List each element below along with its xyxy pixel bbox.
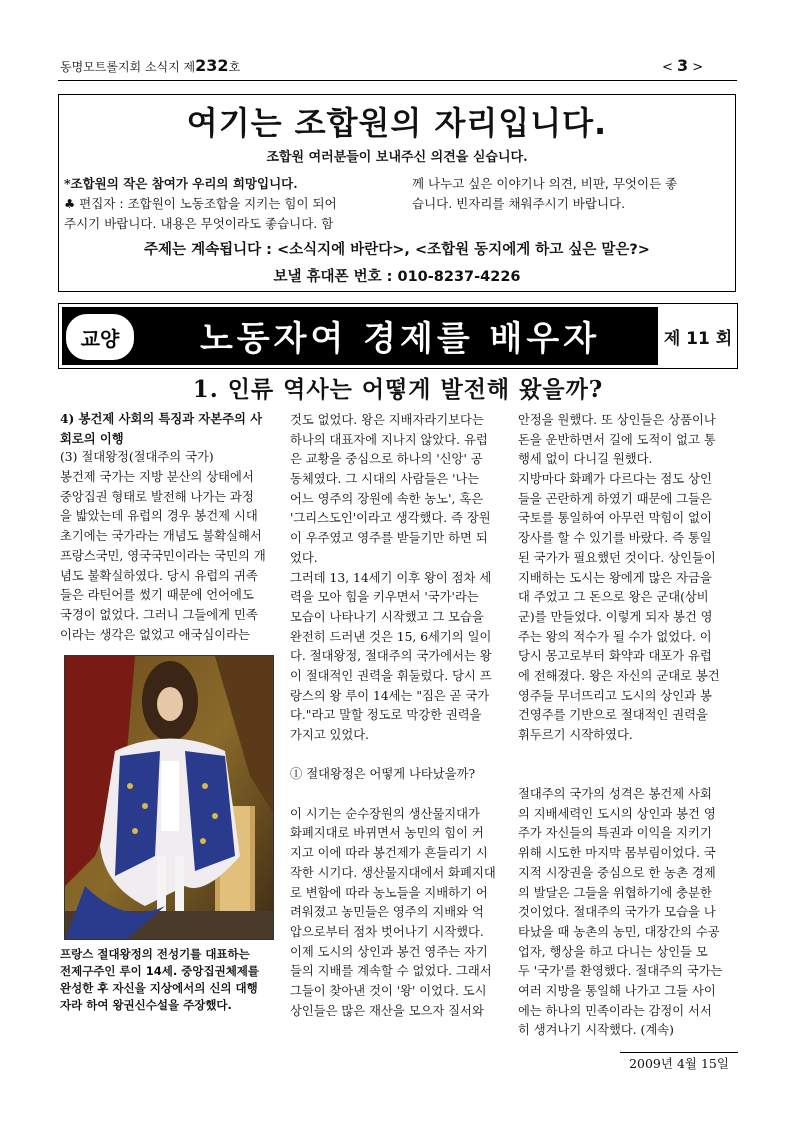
article-line: 들의 지배를 계속할 수 없었다. 그래서	[290, 964, 492, 979]
note-line: 께 나누고 싶은 이야기나 의견, 비판, 무엇이든 좋	[412, 176, 678, 191]
caption-line: 완성한 후 자신을 지상에서의 신의 대행	[60, 981, 258, 995]
article-line	[518, 746, 738, 766]
article-line: 히 생겨나기 시작했다. (계속)	[518, 1023, 674, 1038]
article-line: 다. 절대왕정, 절대주의 국가에서는 왕	[290, 649, 492, 664]
article-line: 화폐지대로 바뀌면서 농민의 힘이 커	[290, 826, 484, 841]
newsletter-title	[60, 56, 240, 75]
article-line: 건영주를 기반으로 절대적인 권력을	[518, 708, 708, 723]
article-line: '그리스도인'이라고 생각했다. 즉 장원	[290, 511, 491, 526]
article-line: 행세 없이 다니길 원했다.	[518, 452, 653, 467]
page-number-value: 3	[677, 56, 689, 75]
article-line: 념도 불확실하였다. 당시 유럽의 귀족	[60, 568, 258, 583]
article-line	[290, 785, 504, 805]
article-line: 이라는 생각은 없었고 애국심이라는	[60, 627, 250, 642]
page-number	[662, 56, 703, 75]
article-line: 의 발달은 그들을 위협하기에 충분한	[518, 885, 712, 900]
episode-label: 제 11 회	[663, 329, 733, 349]
note-line: *조합원의 작은 참여가 우리의 희망입니다.	[64, 176, 298, 191]
article-line: 두 '국가'를 환영했다. 절대주의 국가는	[518, 964, 723, 979]
caption-line: 프랑스 절대왕정의 전성기를 대표하는	[60, 947, 250, 961]
article-line: 랑스의 왕 루이 14세는 "짐은 곧 국가	[290, 688, 490, 703]
article-line: 로 변함에 따라 농노들을 지배하기 어	[290, 885, 488, 900]
series-title: 노동자여 경제를 배우자	[199, 319, 601, 359]
article-line: 지방마다 화폐가 다르다는 점도 상인	[518, 472, 712, 487]
page-suffix: >	[688, 60, 704, 75]
article-line: 었다.	[290, 550, 318, 565]
article-line: 들을 곤란하게 하였기 때문에 그들은	[518, 491, 712, 506]
publication-date: 2009년 4월 15일	[629, 1056, 729, 1071]
article-line: 국토를 통일하여 아무런 막힘이 없이	[518, 511, 712, 526]
member-box-subtitle: 조합원 여러분들이 보내주신 의견을 싣습니다.	[266, 150, 528, 165]
article-line: 완전히 드러낸 것은 15, 6세기의 일이	[290, 629, 492, 644]
caption-line: 자라 하여 왕권신수설을 주장했다.	[60, 998, 232, 1012]
article-line: 에는 하나의 민족이라는 감정이 서서	[518, 1003, 712, 1018]
article-line: 절대주의 국가의 성격은 봉건제 사회	[518, 787, 712, 802]
article-title: 1. 인류 역사는 어떻게 발전해 왔을까?	[192, 376, 604, 403]
article-line: 다."라고 말할 정도로 막강한 권력을	[290, 708, 482, 723]
article-line: 영주들 무너뜨리고 도시의 상인과 봉	[518, 688, 712, 703]
header-rule	[58, 80, 737, 81]
article-line: 안정을 원했다. 또 상인들은 상품이나	[518, 413, 716, 427]
article-line: 여러 지방을 통일해 나가고 그들 사이	[518, 983, 716, 998]
newsletter-name: 동명모트롤지회 소식지 제	[60, 60, 196, 74]
phone-line: 보낼 휴대폰 번호 : 010-8237-4226	[273, 269, 521, 285]
topic-line: 주제는 계속됩니다 : <소식지에 바란다>, <조합원 동지에게 하고 싶은 말은?>	[144, 242, 650, 258]
article-line: 것도 없었다. 왕은 지배자라기보다는	[290, 413, 484, 427]
article-line: 가지고 있었다.	[290, 728, 370, 742]
article-line: ① 절대왕정은 어떻게 나타났을까?	[290, 767, 476, 782]
article-line: 장사를 할 수 있기를 바랐다. 즉 통일	[518, 531, 712, 546]
article-line: 의 지배세력인 도시의 상인과 봉건 영	[518, 806, 716, 821]
article-line: 프랑스국민, 영국국민이라는 국민의 개	[60, 548, 266, 563]
article-line: 휘두르기 시작하였다.	[518, 728, 633, 742]
note-line: 습니다. 빈자리를 채워주시기 바랍니다.	[412, 196, 626, 211]
page-prefix: <	[662, 60, 678, 75]
article-line	[518, 765, 738, 785]
category-badge: 교양	[66, 314, 134, 360]
article-line: 압으로부터 점차 벗어나기 시작했다.	[290, 924, 484, 939]
article-line: 이 절대적인 권력을 휘둘렀다. 당시 프	[290, 668, 492, 683]
article-line: 작한 시기다. 생산물지대에서 화폐지대	[290, 865, 496, 880]
article-line: 지적 시장권을 중심으로 한 농촌 경제	[518, 865, 716, 880]
article-line: 것이었다. 절대주의 국가가 모습을 나	[518, 905, 716, 920]
article-line: 군)를 만들었다. 이렇게 되자 봉건 영	[518, 609, 713, 624]
member-box-title: 여기는 조합원의 자리입니다.	[186, 104, 608, 142]
article-line: 이제 도시의 상인과 봉건 영주는 자기	[290, 944, 488, 959]
article-line	[290, 746, 504, 766]
article-line: 중앙집권 형태로 발전해 나가는 과정	[60, 489, 254, 504]
article-line: 하나의 대표자에 지나지 않았다. 유럽	[290, 432, 488, 447]
article-line: 회로의 이행	[60, 430, 124, 446]
article-line: 은 교황을 중심으로 하나의 '신앙' 공	[290, 452, 483, 467]
article-line: 돈을 운반하면서 길에 도적이 없고 통	[518, 432, 716, 447]
article-line: 초기에는 국가라는 개념도 불확실해서	[60, 529, 262, 544]
article-line: 에 전해졌다. 왕은 자신의 군대로 봉건	[518, 668, 720, 683]
article-column-3	[518, 411, 738, 1041]
article-line: 지배하는 도시는 왕에게 많은 자금을	[518, 570, 712, 585]
article-line: 이 우주였고 영주를 받들기만 하면 되	[290, 531, 488, 546]
date-rule	[620, 1052, 738, 1053]
article-line: 그러데 13, 14세기 이후 왕이 점차 세	[290, 570, 492, 585]
issue-number: 232	[195, 56, 229, 75]
article-line: 업자, 행상을 하고 다니는 상인들 모	[518, 944, 708, 959]
article-column-1	[60, 409, 282, 645]
article-line: (3) 절대왕정(절대주의 국가)	[60, 450, 214, 465]
article-line: 이 시기는 순수장원의 생산물지대가	[290, 806, 480, 821]
caption-line: 전제구주인 루이 14세. 중앙집권체제를	[60, 964, 260, 978]
article-line: 위해 시도한 마지막 몸부림이었다. 국	[518, 846, 716, 861]
article-line: 동체였다. 그 시대의 사람들은 '나는	[290, 472, 480, 487]
article-line: 대 주었고 그 돈으로 왕은 군대(상비	[518, 590, 709, 605]
article-line: 당시 몽고로부터 화약과 대포가 유럽	[518, 649, 712, 664]
article-column-2	[290, 411, 504, 1021]
article-line: 력을 모아 힘을 키우면서 '국가'라는	[290, 590, 479, 605]
article-line: 봉건제 국가는 지방 분산의 상태에서	[60, 470, 254, 485]
article-line: 타났을 때 농촌의 농민, 대장간의 수공	[518, 924, 720, 939]
article-line: 주는 왕의 적수가 될 수가 없었다. 이	[518, 629, 712, 644]
article-line: 주가 자신들의 특권과 이익을 지키기	[518, 826, 712, 841]
note-line: ♣ 편집자 : 조합원이 노동조합을 지키는 힘이 되어	[64, 196, 337, 211]
article-line: 된 국가가 필요했던 것이다. 상인들이	[518, 550, 716, 565]
article-line: 지고 이에 따라 봉건제가 흔들리기 시	[290, 846, 488, 861]
portrait-caption	[60, 946, 286, 1014]
article-line: 을 밟았는데 유럽의 경우 봉건제 시대	[60, 509, 258, 524]
louis-xiv-portrait	[64, 655, 274, 940]
article-line: 모습이 나타나기 시작했고 그 모습을	[290, 609, 484, 624]
article-line: 그들이 찾아낸 것이 '왕' 이었다. 도시	[290, 983, 487, 998]
article-line: 4) 봉건제 사회의 특징과 자본주의 사	[60, 411, 263, 426]
article-line: 상인들은 많은 재산을 모으자 질서와	[290, 1003, 484, 1018]
note-line: 주시기 바랍니다. 내용은 무엇이라도 좋습니다. 함	[64, 216, 334, 231]
issue-suffix: 호	[228, 60, 241, 74]
article-line: 려워졌고 농민들은 영주의 지배와 억	[290, 905, 484, 920]
article-line: 국경이 없었다. 그러니 그들에게 민족	[60, 607, 258, 622]
article-line: 들은 라틴어를 썼기 때문에 언어에도	[60, 588, 254, 603]
article-line: 어느 영주의 장원에 속한 농노', 혹은	[290, 491, 484, 506]
